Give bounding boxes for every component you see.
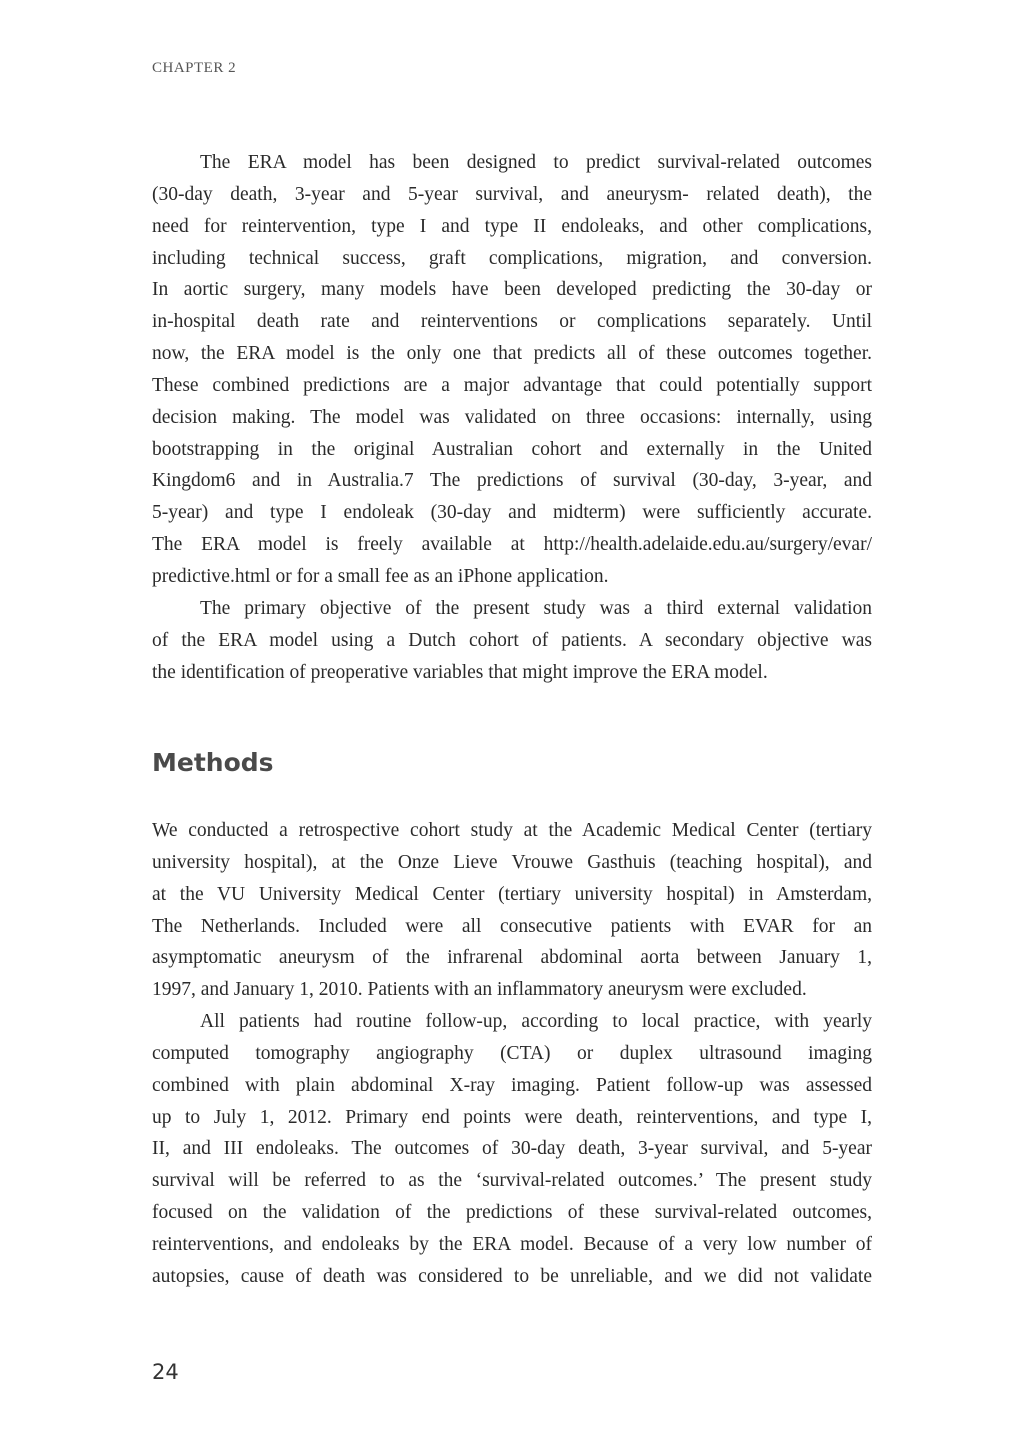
text-line: The ERA model is freely available at http://health.adelaide.edu.au/surgery/evar/	[152, 534, 872, 556]
paragraph	[152, 593, 872, 689]
text-line: In aortic surgery, many models have been developed predicting the 30-day or	[152, 279, 872, 301]
text-line: asymptomatic aneurysm of the infrarenal abdominal aorta between January 1,	[152, 947, 872, 969]
text-line: combined with plain abdominal X-ray imaging. Patient follow-up was assessed	[152, 1074, 872, 1096]
text-line: autopsies, cause of death was considered to be unreliable, and we did not validate	[152, 1265, 872, 1287]
page-number: 24	[152, 1360, 179, 1384]
text-line: focused on the validation of the predictions of these survival-related outcomes,	[152, 1202, 872, 1224]
paragraph	[152, 815, 872, 1006]
text-line: bootstrapping in the original Australian cohort and externally in the United	[152, 438, 872, 460]
text-line: including technical success, graft complications, migration, and conversion.	[152, 247, 872, 269]
methods-text	[152, 815, 872, 1293]
paragraph	[152, 1006, 872, 1293]
text-line: 1997, and January 1, 2010. Patients with an inflammatory aneurysm were excluded.	[152, 979, 807, 1001]
text-line: at the VU University Medical Center (tertiary university hospital) in Amsterdam,	[152, 883, 872, 905]
text-line: The ERA model has been designed to predict survival-related outcomes	[200, 152, 872, 173]
text-line: decision making. The model was validated on three occasions: internally, using	[152, 406, 872, 428]
text-line: II, and III endoleaks. The outcomes of 30-day death, 3-year survival, and 5-year	[152, 1138, 872, 1160]
paragraph	[152, 147, 872, 593]
intro-text	[152, 147, 872, 688]
text-line: survival will be referred to as the ‘survival-related outcomes.’ The present study	[152, 1170, 872, 1192]
text-line: need for reintervention, type I and type II endoleaks, and other complications,	[152, 215, 872, 237]
text-line: All patients had routine follow-up, according to local practice, with yearly	[200, 1011, 872, 1033]
text-line: now, the ERA model is the only one that predicts all of these outcomes together.	[152, 343, 872, 365]
text-line: The primary objective of the present study was a third external validation	[200, 597, 872, 619]
text-line: The Netherlands. Included were all consecutive patients with EVAR for an	[152, 915, 872, 937]
text-line: Kingdom6 and in Australia.7 The predictions of survival (30-day, 3-year, and	[152, 470, 872, 492]
text-line: These combined predictions are a major advantage that could potentially support	[152, 374, 872, 396]
text-line: up to July 1, 2012. Primary end points were death, reinterventions, and type I,	[152, 1106, 872, 1128]
running-head: CHAPTER 2	[152, 60, 237, 76]
text-line: the identification of preoperative variables that might improve the ERA model.	[152, 661, 768, 683]
text-line: 5-year) and type I endoleak (30-day and midterm) were sufficiently accurate.	[152, 502, 872, 524]
text-line: of the ERA model using a Dutch cohort of patients. A secondary objective was	[152, 629, 872, 651]
text-line: reinterventions, and endoleaks by the ERA model. Because of a very low number of	[152, 1233, 872, 1255]
section-heading-methods: Methods	[152, 748, 274, 777]
text-line: predictive.html or for a small fee as an iPhone application.	[152, 565, 609, 587]
text-line: (30-day death, 3-year and 5-year survival, and aneurysm- related death), the	[152, 183, 872, 205]
text-line: computed tomography angiography (CTA) or duplex ultrasound imaging	[152, 1042, 872, 1064]
text-line: We conducted a retrospective cohort study at the Academic Medical Center (tertiary	[152, 820, 872, 841]
text-line: in-hospital death rate and reinterventions or complications separately. Until	[152, 311, 872, 333]
text-line: university hospital), at the Onze Lieve Vrouwe Gasthuis (teaching hospital), and	[152, 851, 872, 873]
